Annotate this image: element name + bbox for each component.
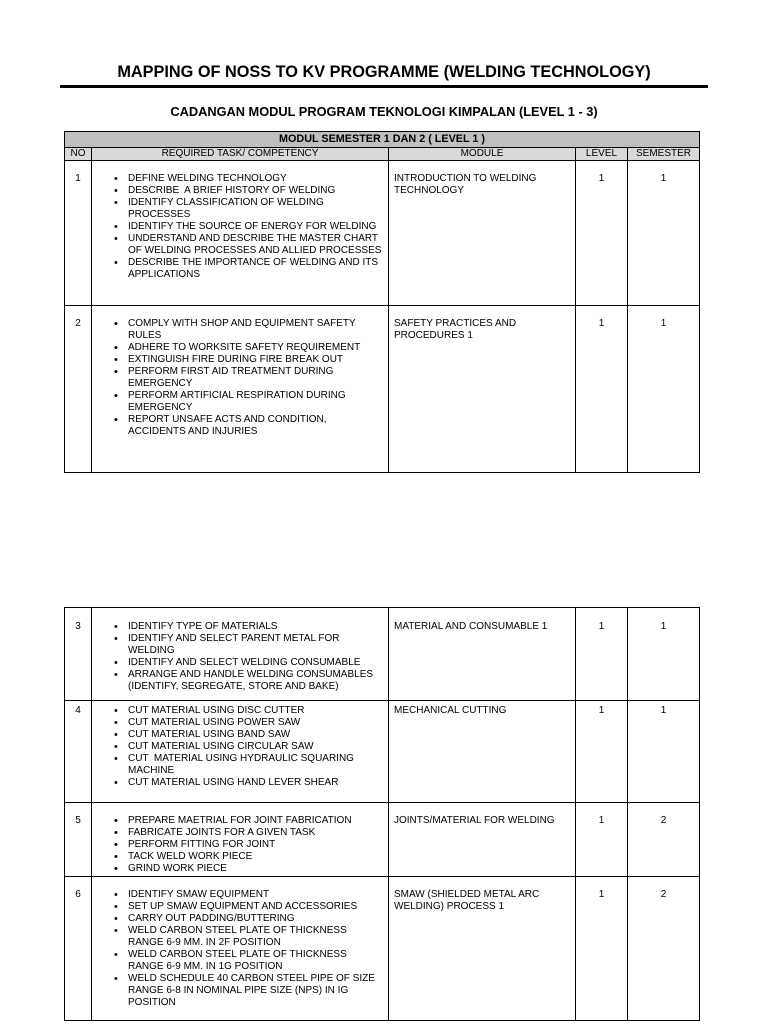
module-name: MECHANICAL CUTTING — [394, 705, 507, 716]
task-list — [128, 815, 383, 875]
module-name: SMAW (SHIELDED METAL ARC WELDING) PROCESS 1 — [394, 889, 540, 912]
column-header-level: LEVEL — [576, 148, 628, 161]
semester-cell: 1 — [628, 161, 700, 306]
semester-cell: 1 — [628, 701, 700, 803]
task-item: • REPORT UNSAFE ACTS AND CONDITION, ACCIDENTS AND INJURIES — [128, 414, 383, 438]
column-header-no: NO — [65, 148, 92, 161]
semester-cell: 1 — [628, 608, 700, 701]
table-row — [65, 306, 700, 473]
document-title: MAPPING OF NOSS TO KV PROGRAMME (WELDING TECHNOLOGY) — [117, 63, 651, 81]
module-cell — [389, 701, 576, 803]
task-item: • IDENTIFY AND SELECT WELDING CONSUMABLE — [128, 657, 383, 669]
competency-table-continued — [64, 607, 700, 1021]
row-number-cell: 6 — [65, 877, 92, 1021]
table-row — [65, 877, 700, 1021]
task-item: • PERFORM FIRST AID TREATMENT DURING EMERGENCY — [128, 366, 383, 390]
table-group-header-row — [65, 132, 700, 148]
task-list — [128, 173, 383, 281]
task-item: • WELD SCHEDULE 40 CARBON STEEL PIPE OF SIZE RANGE 6-8 IN NOMINAL PIPE SIZE (NPS) IN IG POSITION — [128, 973, 383, 1009]
task-item: • DESCRIBE THE IMPORTANCE OF WELDING AND ITS APPLICATIONS — [128, 257, 383, 281]
table-group-header: MODUL SEMESTER 1 DAN 2 ( LEVEL 1 ) — [65, 132, 700, 148]
task-item: • CUT MATERIAL USING HAND LEVER SHEAR — [128, 777, 383, 789]
table-row — [65, 161, 700, 306]
semester-cell: 1 — [628, 306, 700, 473]
level-cell: 1 — [576, 877, 628, 1021]
module-name: MATERIAL AND CONSUMABLE 1 — [394, 621, 548, 632]
task-cell — [92, 608, 389, 701]
module-cell — [389, 161, 576, 306]
task-list — [128, 705, 383, 789]
task-item: • ARRANGE AND HANDLE WELDING CONSUMABLES (IDENTIFY, SEGREGATE, STORE AND BAKE) — [128, 669, 383, 693]
task-item: • DEFINE WELDING TECHNOLOGY — [128, 173, 383, 185]
row-number-cell: 1 — [65, 161, 92, 306]
level-cell: 1 — [576, 701, 628, 803]
task-item: • TACK WELD WORK PIECE — [128, 851, 383, 863]
semester-cell: 2 — [628, 877, 700, 1021]
task-item: • CUT MATERIAL USING DISC CUTTER — [128, 705, 383, 717]
column-header-semester: SEMESTER — [628, 148, 700, 161]
task-item: • CUT MATERIAL USING POWER SAW — [128, 717, 383, 729]
level-cell: 1 — [576, 608, 628, 701]
table-row — [65, 608, 700, 701]
task-item: • IDENTIFY CLASSIFICATION OF WELDING PROCESSES — [128, 197, 383, 221]
column-header-task: REQUIRED TASK/ COMPETENCY — [92, 148, 389, 161]
table-row — [65, 803, 700, 877]
column-header-row — [65, 148, 700, 161]
task-item: • IDENTIFY SMAW EQUIPMENT — [128, 889, 383, 901]
title-underline — [60, 85, 708, 88]
task-item: • PREPARE MAETRIAL FOR JOINT FABRICATION — [128, 815, 383, 827]
task-list — [128, 621, 383, 693]
task-item: • CUT MATERIAL USING BAND SAW — [128, 729, 383, 741]
module-name: SAFETY PRACTICES AND PROCEDURES 1 — [394, 318, 517, 341]
module-cell — [389, 877, 576, 1021]
level-cell: 1 — [576, 803, 628, 877]
competency-table-level-1 — [64, 131, 700, 473]
task-list — [128, 318, 383, 438]
row-number-cell: 4 — [65, 701, 92, 803]
task-item: • IDENTIFY AND SELECT PARENT METAL FOR WELDING — [128, 633, 383, 657]
module-cell — [389, 306, 576, 473]
task-item: • GRIND WORK PIECE — [128, 863, 383, 875]
task-cell — [92, 877, 389, 1021]
row-number-cell: 5 — [65, 803, 92, 877]
task-item: • CUT MATERIAL USING CIRCULAR SAW — [128, 741, 383, 753]
task-item: • WELD CARBON STEEL PLATE OF THICKNESS RANGE 6-9 MM. IN 1G POSITION — [128, 949, 383, 973]
task-item: • DESCRIBE A BRIEF HISTORY OF WELDING — [128, 185, 383, 197]
module-name: INTRODUCTION TO WELDING TECHNOLOGY — [394, 173, 537, 196]
level-cell: 1 — [576, 161, 628, 306]
module-cell — [389, 608, 576, 701]
module-name: JOINTS/MATERIAL FOR WELDING — [394, 815, 555, 826]
semester-cell: 2 — [628, 803, 700, 877]
task-item: • CARRY OUT PADDING/BUTTERING — [128, 913, 383, 925]
table-row — [65, 701, 700, 803]
task-item: • CUT MATERIAL USING HYDRAULIC SQUARING MACHINE — [128, 753, 383, 777]
task-item: • EXTINGUISH FIRE DURING FIRE BREAK OUT — [128, 354, 383, 366]
task-cell — [92, 161, 389, 306]
document-subtitle: CADANGAN MODUL PROGRAM TEKNOLOGI KIMPALAN (LEVEL 1 - 3) — [170, 104, 598, 119]
row-number-cell: 3 — [65, 608, 92, 701]
task-item: • IDENTIFY THE SOURCE OF ENERGY FOR WELDING — [128, 221, 383, 233]
task-cell — [92, 803, 389, 877]
task-item: • UNDERSTAND AND DESCRIBE THE MASTER CHART OF WELDING PROCESSES AND ALLIED PROCESSES — [128, 233, 383, 257]
task-item: • PERFORM FITTING FOR JOINT — [128, 839, 383, 851]
task-item: • PERFORM ARTIFICIAL RESPIRATION DURING EMERGENCY — [128, 390, 383, 414]
row-number-cell: 2 — [65, 306, 92, 473]
task-item: • COMPLY WITH SHOP AND EQUIPMENT SAFETY RULES — [128, 318, 383, 342]
task-list — [128, 889, 383, 1009]
task-item: • ADHERE TO WORKSITE SAFETY REQUIREMENT — [128, 342, 383, 354]
task-item: • FABRICATE JOINTS FOR A GIVEN TASK — [128, 827, 383, 839]
task-item: • WELD CARBON STEEL PLATE OF THICKNESS RANGE 6-9 MM. IN 2F POSITION — [128, 925, 383, 949]
module-cell — [389, 803, 576, 877]
level-cell: 1 — [576, 306, 628, 473]
task-item: • SET UP SMAW EQUIPMENT AND ACCESSORIES — [128, 901, 383, 913]
column-header-module: MODULE — [389, 148, 576, 161]
task-cell — [92, 306, 389, 473]
task-item: • IDENTIFY TYPE OF MATERIALS — [128, 621, 383, 633]
task-cell — [92, 701, 389, 803]
